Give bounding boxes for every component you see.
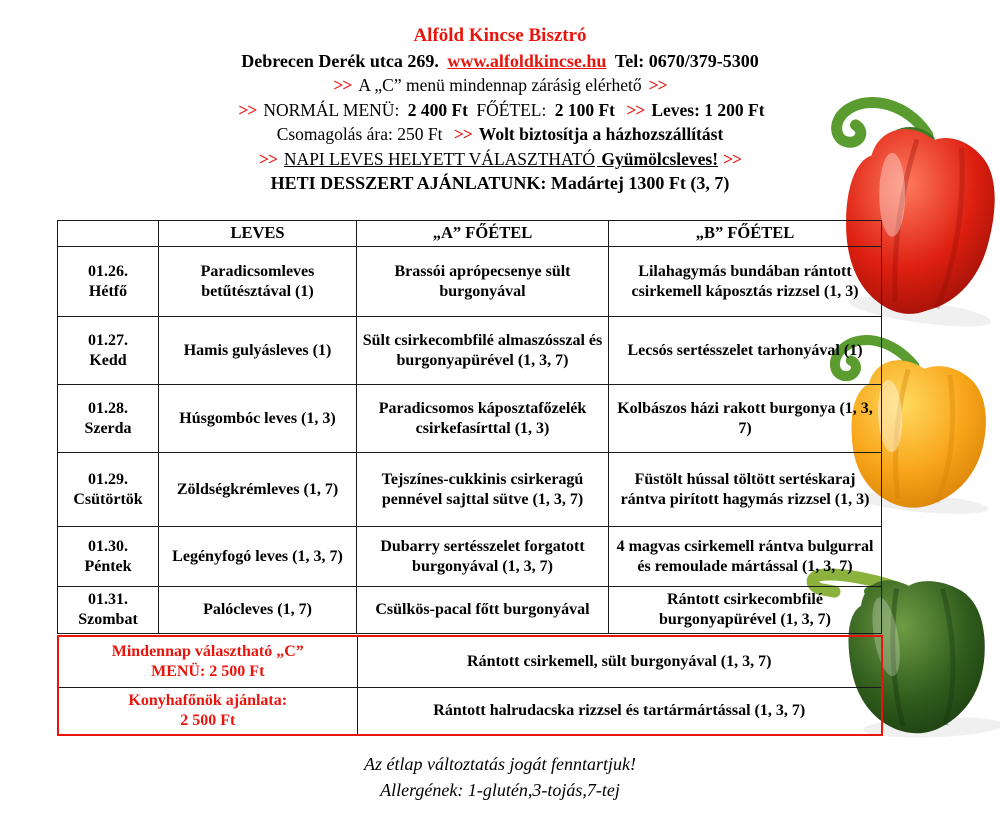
- date-text: 01.28.: [88, 399, 128, 417]
- packaging-line: [0, 122, 1000, 147]
- dessert-line: [0, 171, 1000, 196]
- arrow-icon: >>: [238, 99, 257, 120]
- weekly-menu-table: [57, 220, 882, 634]
- soup-cell: Legényfogó leves (1, 3, 7): [159, 527, 357, 587]
- wolt-text: Wolt biztosítja a házhozszállítást: [478, 124, 724, 144]
- menu-row-thursday: [58, 453, 882, 527]
- day-cell: [58, 587, 159, 634]
- column-header-empty: [58, 221, 159, 247]
- chef-offer-content-cell: Rántott halrudacska rizzsel és tartármártással (1, 3, 7): [357, 687, 882, 735]
- menu-row-wednesday: [58, 385, 882, 453]
- main-a-cell: Tejszínes-cukkinis csirkeragú pennével sajttal sütve (1, 3, 7): [357, 453, 609, 527]
- main-b-cell: Lecsós sertésszelet tarhonyával (1): [609, 317, 882, 385]
- fruit-soup-underlined: [282, 149, 718, 169]
- day-name-text: Szerda: [84, 419, 132, 437]
- main-b-cell: Kolbászos házi rakott burgonya (1, 3, 7): [609, 385, 882, 453]
- chef-offer-label-cell: [58, 687, 357, 735]
- column-header-main-b: „B” FŐÉTEL: [609, 221, 882, 247]
- chef-offer-label-line2: 2 500 Ft: [180, 711, 236, 729]
- arrow-icon: >>: [453, 124, 472, 144]
- normal-menu-label: NORMÁL MENÜ:: [263, 99, 400, 120]
- column-header-soup: LEVES: [159, 221, 357, 247]
- foetel-label: FŐÉTEL:: [476, 99, 547, 120]
- day-cell: [58, 247, 159, 317]
- footer: [0, 751, 1000, 803]
- main-b-cell: Füstölt hússal töltött sertéskaraj rántva pirított hagymás rizzsel (1, 3): [609, 453, 882, 527]
- restaurant-name: Alföld Kincse Bisztró: [413, 25, 587, 46]
- main-b-cell: Rántott csirkecombfilé burgonyapürével (1, 3, 7): [609, 587, 882, 634]
- chef-offer-row: [58, 687, 882, 735]
- main-b-cell: Lilahagymás bundában rántott csirkemell káposztás rizzsel (1, 3): [609, 247, 882, 317]
- main-a-cell: Csülkös-pacal főtt burgonyával: [357, 587, 609, 634]
- dessert-value: Madártej 1300 Ft (3, 7): [550, 173, 730, 193]
- header: [0, 24, 1000, 196]
- leves-price: Leves: 1 200 Ft: [651, 99, 765, 120]
- main-a-cell: Paradicsomos káposztafőzelék csirkefasírttal (1, 3): [357, 385, 609, 453]
- menu-row-friday: [58, 527, 882, 587]
- main-a-cell: Sült csirkecombfilé almaszósszal és burgonyapürével (1, 3, 7): [357, 317, 609, 385]
- day-cell: [58, 317, 159, 385]
- menu-row-monday: [58, 247, 882, 317]
- main-a-cell: Dubarry sertésszelet forgatott burgonyával (1, 3, 7): [357, 527, 609, 587]
- day-name-text: Hétfő: [88, 282, 128, 300]
- soup-cell: Hamis gulyásleves (1): [159, 317, 357, 385]
- day-name-text: Kedd: [89, 351, 127, 369]
- c-menu-label-cell: [58, 636, 357, 687]
- menu-row-tuesday: [58, 317, 882, 385]
- day-name-text: Csütörtök: [73, 490, 143, 508]
- c-menu-row: [58, 636, 882, 687]
- arrow-icon: >>: [723, 148, 742, 169]
- column-header-main-a: „A” FŐÉTEL: [357, 221, 609, 247]
- prices-line: [0, 98, 1000, 123]
- foetel-price: 2 100 Ft: [554, 99, 615, 120]
- date-text: 01.26.: [88, 262, 128, 280]
- arrow-icon: >>: [333, 75, 352, 95]
- date-text: 01.27.: [88, 331, 128, 349]
- footer-allergens: Allergének: 1-glutén,3-tojás,7-tej: [380, 780, 620, 800]
- date-text: 01.30.: [88, 537, 128, 555]
- chef-offer-label-line1: Konyhafőnök ajánlata:: [128, 692, 288, 710]
- c-menu-line: [0, 73, 1000, 98]
- address-text: Debrecen Derék utca 269.: [241, 50, 439, 71]
- main-b-cell: 4 magvas csirkemell rántva bulgurral és remoulade mártással (1, 3, 7): [609, 527, 882, 587]
- main-a-cell: Brassói aprópecsenye sült burgonyával: [357, 247, 609, 317]
- soup-cell: Paradicsomleves betűtésztával (1): [159, 247, 357, 317]
- address-line: [0, 49, 1000, 74]
- normal-menu-price: 2 400 Ft: [407, 99, 468, 120]
- fruit-soup-text: NAPI LEVES HELYETT VÁLASZTHATÓ: [283, 148, 596, 169]
- c-menu-content-cell: Rántott csirkemell, sült burgonyával (1, 3, 7): [357, 636, 882, 687]
- day-cell: [58, 385, 159, 453]
- menu-header-row: [58, 221, 882, 247]
- c-menu-label-line2: MENÜ: 2 500 Ft: [151, 662, 265, 680]
- day-name-text: Szombat: [78, 611, 138, 628]
- soup-cell: Zöldségkrémleves (1, 7): [159, 453, 357, 527]
- dessert-label: HETI DESSZERT AJÁNLATUNK:: [270, 173, 547, 193]
- packaging-text: Csomagolás ára: 250 Ft: [276, 124, 443, 144]
- day-cell: [58, 527, 159, 587]
- soup-cell: Palócleves (1, 7): [159, 587, 357, 634]
- footer-disclaimer: Az étlap változtatás jogát fenntartjuk!: [364, 754, 636, 774]
- c-menu-label-line1: Mindennap választható „C”: [111, 643, 304, 661]
- date-text: 01.31.: [88, 591, 128, 609]
- day-cell: [58, 453, 159, 527]
- website-link[interactable]: www.alfoldkincse.hu: [447, 50, 607, 71]
- arrow-icon: >>: [648, 75, 667, 95]
- special-menu-table: [57, 635, 883, 736]
- arrow-icon: >>: [626, 99, 645, 120]
- soup-cell: Húsgombóc leves (1, 3): [159, 385, 357, 453]
- date-text: 01.29.: [88, 470, 128, 488]
- menu-row-saturday: [58, 587, 882, 634]
- phone-text: Tel: 0670/379-5300: [614, 50, 759, 71]
- day-name-text: Péntek: [84, 557, 132, 575]
- c-menu-text: A „C” menü mindennap zárásig elérhető: [358, 75, 642, 95]
- fruit-soup-line: [0, 147, 1000, 172]
- fruit-soup-bold: Gyümölcsleves!: [601, 148, 719, 169]
- arrow-icon: >>: [258, 148, 277, 169]
